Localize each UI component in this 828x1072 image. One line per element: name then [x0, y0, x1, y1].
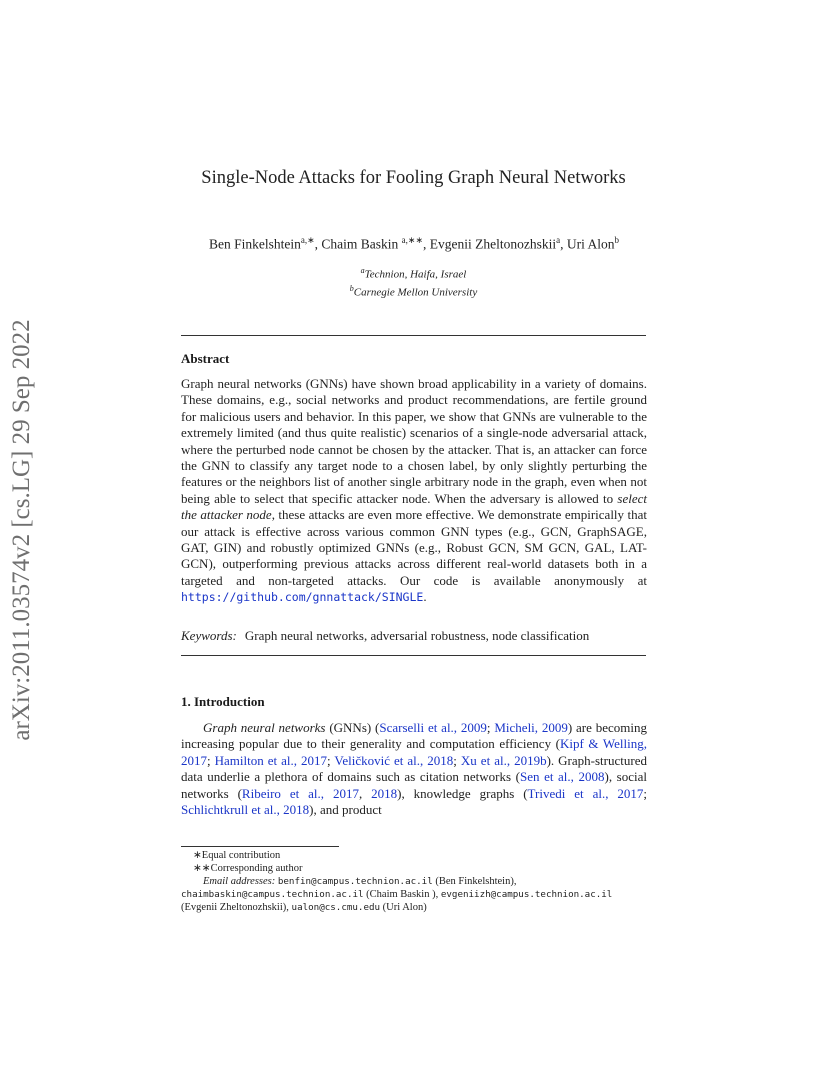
author-list: Ben Finkelshtein$^{a,∗}$, Chaim Baskin $^{a,∗∗}$, Evgenii Zheltonozhskii$^a$, Uri Alon$^b$ [209, 235, 619, 252]
email-address[interactable]: chaimbaskin@campus.technion.ac.il [181, 889, 364, 900]
email-address[interactable]: evgeniizh@campus.technion.ac.il [440, 889, 613, 900]
paper-title: Single-Node Attacks for Fooling Graph Neural Networks [201, 168, 626, 188]
affiliation-text: Technion, Haifa, Israel [364, 268, 467, 281]
citation-link[interactable]: Hamilton et al., 2017 [214, 752, 328, 768]
email-owner: (Uri Alon) [380, 902, 427, 913]
affiliation-line [181, 282, 646, 300]
abstract-emphasis: select the attacker node [181, 490, 647, 523]
abstract-top-rule [181, 335, 646, 336]
citation-link[interactable]: Schlichtkrull et al., 2018 [181, 802, 310, 818]
intro-text: ; [486, 720, 495, 735]
footnote-corresponding-author: ∗∗Corresponding author [193, 863, 303, 874]
intro-emphasis: Graph neural networks [203, 720, 326, 735]
code-link[interactable]: https://github.com/gnnattack/SINGLE [181, 590, 424, 605]
author-marks: a,∗∗ [401, 235, 423, 245]
citation-link[interactable]: 2018 [371, 785, 398, 801]
affiliation-mark: a [360, 266, 365, 275]
abstract-text-part: , these attacks are even more effective. We demonstrate empirically that our attack is effective across various common GNN types (e.g., GCN, GraphSAGE, GAT, GIN) and robustly optimized GNNs (e.g., Robust GCN, SM GCN, GAL, LAT-GCN), outperforming previous attacks across different real-world datasets both in a targeted and non-targeted attacks. Our code is available anonymously at [181, 507, 648, 588]
intro-text: ), knowledge graphs ( [397, 785, 528, 801]
author-marks: b [614, 235, 619, 245]
author-name: Chaim Baskin [321, 236, 399, 252]
author-marks: a [556, 235, 561, 245]
author-name: Ben Finkelshtein [209, 236, 301, 252]
email-address[interactable]: benfin@campus.technion.ac.il [277, 876, 433, 887]
author-marks: a,∗ [300, 235, 315, 245]
citation-link[interactable]: Trivedi et al., 2017 [527, 785, 644, 801]
citation-link[interactable]: Micheli, 2009 [494, 720, 568, 735]
email-owner: (Chaim Baskin ), [363, 889, 441, 900]
intro-text: ), social networks ( [181, 769, 648, 801]
keywords-text: Graph neural networks, adversarial robustness, node classification [244, 628, 590, 643]
citation-link[interactable]: Xu et al., 2019b [460, 752, 547, 768]
arxiv-identifier[interactable]: arXiv:2011.03574v2 [cs.LG] 29 Sep 2022 [8, 319, 35, 741]
citation-link[interactable]: Scarselli et al., 2009 [379, 720, 487, 735]
footnote-equal-contribution: ∗Equal contribution [193, 850, 281, 861]
intro-text: ). Graph-structured data underlie a plethora of domains such as citation networks ( [181, 752, 647, 785]
footnote-emails-cont [181, 901, 651, 914]
abstract-text-part: Graph neural networks (GNNs) have shown broad applicability in a variety of domains. These domains, e.g., social networks and product recommendations, are fertile ground for malicious users and behavior. In this paper, we show that GNNs are vulnerable to the extremely limited (and thus quite realistic) scenarios of a single-node adversarial attack, where the perturbed node cannot be chosen by the attacker. That is, an attacker can force the GNN to classify any target node to a chosen label, by only slightly perturbing the features or the neighbors list of another single arbitrary node in the graph, even when not being able to select that specific attacker node. When the adversary is allowed to [181, 376, 647, 506]
intro-text: ; [453, 752, 461, 768]
keywords-line [181, 628, 647, 644]
section-heading-introduction: 1. Introduction [181, 694, 265, 709]
email-address[interactable]: ualon@cs.cmu.edu [291, 902, 381, 913]
footnotes [181, 849, 651, 914]
affiliation-text: Carnegie Mellon University [353, 286, 478, 299]
introduction-paragraph [181, 720, 647, 818]
abstract-heading: Abstract [181, 351, 230, 366]
citation-link[interactable]: Veličković et al., 2018 [334, 752, 454, 768]
footnote-rule [181, 846, 339, 847]
citation-link[interactable]: Ribeiro et al., 2017 [241, 785, 359, 801]
email-label: Email addresses: [203, 876, 276, 887]
citation-link[interactable]: Kipf & Welling, 2017 [181, 736, 647, 768]
email-owner: (Ben Finkelshtein), [432, 876, 517, 887]
footnote-emails-cont [181, 888, 651, 901]
abstract-text [181, 376, 647, 606]
affiliation-mark: b [349, 283, 354, 293]
citation-link[interactable]: Sen et al., 2008 [519, 769, 605, 785]
intro-text: (GNNs) ( [325, 720, 380, 735]
intro-text: ) are becoming increasing popular due to their generality and computation efficiency ( [181, 720, 647, 752]
email-owner: (Evgenii Zheltonozhskii), [181, 902, 292, 913]
intro-text: ; [643, 785, 648, 801]
footnote-emails [181, 875, 651, 888]
affiliations [181, 264, 646, 299]
affiliation-line [181, 264, 646, 282]
intro-text: ), and product [309, 802, 382, 818]
keywords-label: Keywords: [181, 628, 237, 643]
intro-text: , [358, 785, 372, 801]
abstract-bottom-rule [181, 655, 646, 656]
author-name: Uri Alon [566, 236, 615, 252]
abstract-text-end: . [423, 589, 427, 605]
author-name: Evgenii Zheltonozhskii [429, 236, 557, 252]
intro-text: ; [327, 752, 335, 768]
intro-text: ; [207, 752, 215, 768]
